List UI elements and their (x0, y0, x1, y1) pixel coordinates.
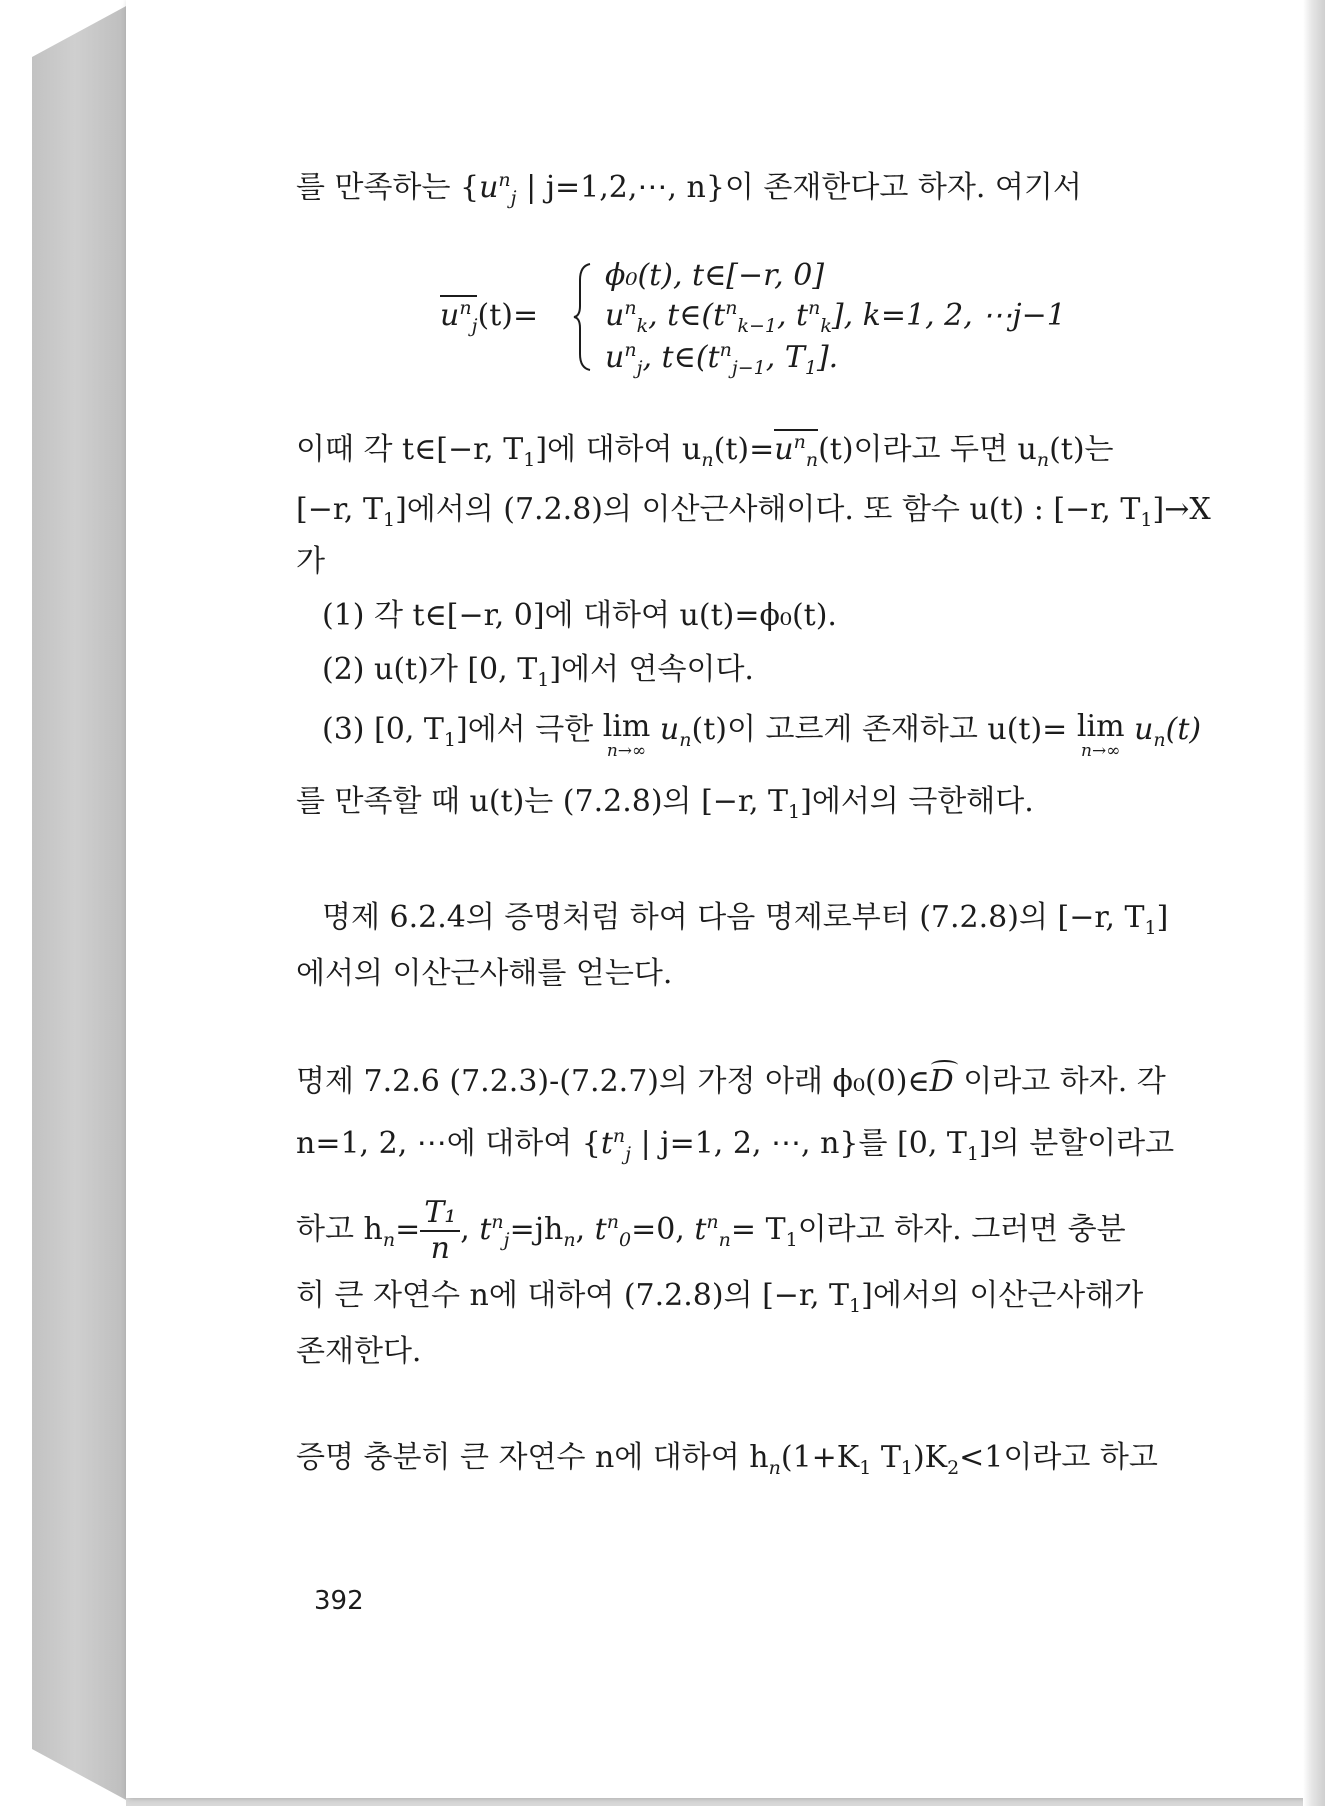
item-3-a: (3) [0, T (322, 712, 444, 747)
book-spine (32, 5, 128, 1801)
fraction (420, 1196, 460, 1266)
prop-line-3-g: 이라고 하자. 그러면 충분 (797, 1212, 1126, 1247)
case-3-text-b: ]. (816, 340, 839, 375)
proof-e: <1이라고 하고 (959, 1440, 1158, 1475)
prop-line-3-b: , (460, 1212, 480, 1247)
prop-line-3-a: 하고 h (296, 1212, 383, 1247)
case-2-text-b: ], k=1, 2, ⋯j−1 (831, 298, 1066, 333)
prop-line-1-b: 이라고 하자. 각 (963, 1064, 1166, 1099)
prop-line-4-a: 히 큰 자연수 n에 대하여 (7.2.8)의 [−r, T (296, 1278, 850, 1313)
line-5-b: ]에서의 극한해다. (800, 784, 1034, 819)
item-3: (3) [0, $T_1$]에서 극한 lim n→∞ $u_n(t)$이 고르게 존재하고 u(t)= lim n→∞ $u_n(t)$ (322, 709, 1202, 761)
prop-line-5 (296, 1334, 421, 1370)
fraction-denominator: n (430, 1231, 450, 1266)
proof-line: 증명 충분히 큰 자연수 n에 대하여 $h_n(1+K_1$ $T_1)K_2<1$이라고 하고 (296, 1440, 1158, 1479)
proof-c: T (880, 1440, 901, 1475)
item-2-b: ]에서 연속이다. (549, 652, 754, 687)
line-3-b: ]에서의 (7.2.8)의 이산근사해이다. 또 함수 u(t) : [−r, T (395, 492, 1141, 527)
def-lhs: $u^n_j(t)=$ (440, 297, 539, 337)
line-1-part-b: | j=1,2,⋯, n}이 존재한다고 하자. 여기서 (526, 170, 1082, 205)
line-2-a: 이때 각 t∈[−r, T (296, 432, 524, 467)
lim-sub-2: n→∞ (1081, 741, 1121, 761)
prop-line-4: 히 큰 자연수 n에 대하여 (7.2.8)의 [−r, $T_1$]에서의 이산근사해가 (296, 1278, 1144, 1317)
case-1 (605, 258, 824, 294)
case-2-text-a: , t∈( (648, 298, 714, 333)
line-5-a: 를 만족할 때 u(t)는 (7.2.8)의 [−r, T (296, 784, 789, 819)
item-3-b: ]에서 극한 (456, 712, 594, 747)
page-edge (1303, 0, 1325, 1806)
lim-word-2: lim (1076, 709, 1125, 744)
limit-2 (1076, 709, 1125, 761)
text-line-2: 이때 각 t∈[−r, $T_1$]에 대하여 $u_n(t)=u^n_n(t)$이라고 두면 $u_n(t)$는 (296, 431, 1114, 471)
prop-line-3-f: = T (730, 1212, 786, 1247)
prop-line-1: 명제 7.2.6 (7.2.3)-(7.2.7)의 가정 아래 ϕ₀(0)∈D 이라고 하자. 각 (296, 1064, 1166, 1099)
line-2-d: (t)이라고 두면 u (818, 432, 1037, 467)
line-2-b: ]에 대하여 u (535, 432, 702, 467)
prop-line-4-b: ]에서의 이산근사해가 (861, 1278, 1144, 1313)
fraction-numerator: T₁ (420, 1196, 460, 1232)
prop-line-5-text: 존재한다. (296, 1334, 422, 1369)
prop-line-3: 하고 $h_n=$ $\frac{\text{T₁}}{n}$ , $t^n_j=jh_n$, $t^n_0=0$, $t^n_n= T_1$이라고 하자. 그러면 충분 (296, 1195, 1126, 1266)
para-2-line-2 (296, 956, 672, 992)
line-4-text: 가 (296, 544, 325, 579)
limit-1 (602, 709, 651, 761)
para-2-line-1-a: 명제 6.2.4의 증명처럼 하여 다음 명제로부터 (7.2.8)의 [−r, T (322, 900, 1145, 935)
item-1-text: (1) 각 t∈[−r, 0]에 대하여 u(t)=ϕ₀(t). (322, 598, 837, 633)
case-3-text-a: , t∈( (642, 340, 708, 375)
item-2-a: (2) u(t)가 [0, T (322, 652, 538, 687)
prop-line-3-e: =0, (631, 1212, 695, 1247)
line-2-e: (t)는 (1049, 432, 1114, 467)
left-brace (572, 262, 594, 372)
line-2-c: (t)= (713, 432, 775, 467)
para-2-line-1-b: ] (1156, 900, 1169, 935)
lim-sub-1: n→∞ (606, 741, 647, 761)
para-2-line-2-text: 에서의 이산근사해를 얻는다. (296, 956, 673, 991)
text-line-1: 를 만족하는 {$u^n_j$ | j=1,2,⋯, n}이 존재한다고 하자. 여기서 (296, 169, 1082, 209)
item-1 (322, 598, 837, 634)
case-2: $u^n_k$, $t\in(t^n_{k-1}$, $t^n_k$], k=1, 2, ⋯j−1 (605, 297, 1066, 337)
lim-word-1: lim (602, 709, 651, 744)
line-3-c: ]→X (1152, 492, 1211, 527)
prop-line-1-a: 명제 7.2.6 (7.2.3)-(7.2.7)의 가정 아래 ϕ₀(0)∈ (296, 1064, 930, 1099)
case-3: $u^n_j$, $t\in(t^n_{j-1}$, $T_1$]. (605, 339, 839, 379)
text-line-4 (296, 544, 325, 580)
prop-line-2-c: ]의 분할이라고 (979, 1126, 1175, 1161)
page-number: 392 (314, 1586, 364, 1616)
item-3-c: (t)이 고르게 존재하고 u(t)= (691, 712, 1068, 747)
prop-line-3-c: =jh (509, 1212, 564, 1247)
proof-d: )K (912, 1440, 948, 1475)
case-1-text: ϕ₀(t), t∈[−r, 0] (605, 258, 825, 293)
prop-line-2: n=1, 2, ⋯에 대하여 {$t^n_j$ | j=1, 2, ⋯, n}를 [0, $T_1$]의 분할이라고 (296, 1125, 1175, 1165)
prop-line-2-a: n=1, 2, ⋯에 대하여 { (296, 1126, 601, 1161)
prop-line-3-d: , (575, 1212, 595, 1247)
para-2-line-1: 명제 6.2.4의 증명처럼 하여 다음 명제로부터 (7.2.8)의 [−r, $T_1$] (322, 900, 1169, 939)
text-line-5: 를 만족할 때 u(t)는 (7.2.8)의 [−r, $T_1$]에서의 극한해다. (296, 784, 1034, 823)
text-line-3: [−r, $T_1$]에서의 (7.2.8)의 이산근사해이다. 또 함수 u(t) : [−r, $T_1]\to X$ (296, 492, 1211, 531)
line-3-a: [−r, T (296, 492, 383, 527)
line-1-part-a: 를 만족하는 { (296, 170, 480, 205)
proof-a: 증명 충분히 큰 자연수 n에 대하여 h (296, 1440, 769, 1475)
prop-line-2-b: | j=1, 2, ⋯, n}를 [0, T (640, 1126, 967, 1161)
proof-b: (1+K (780, 1440, 860, 1475)
item-2: (2) u(t)가 [0, $T_1$]에서 연속이다. (322, 652, 754, 691)
